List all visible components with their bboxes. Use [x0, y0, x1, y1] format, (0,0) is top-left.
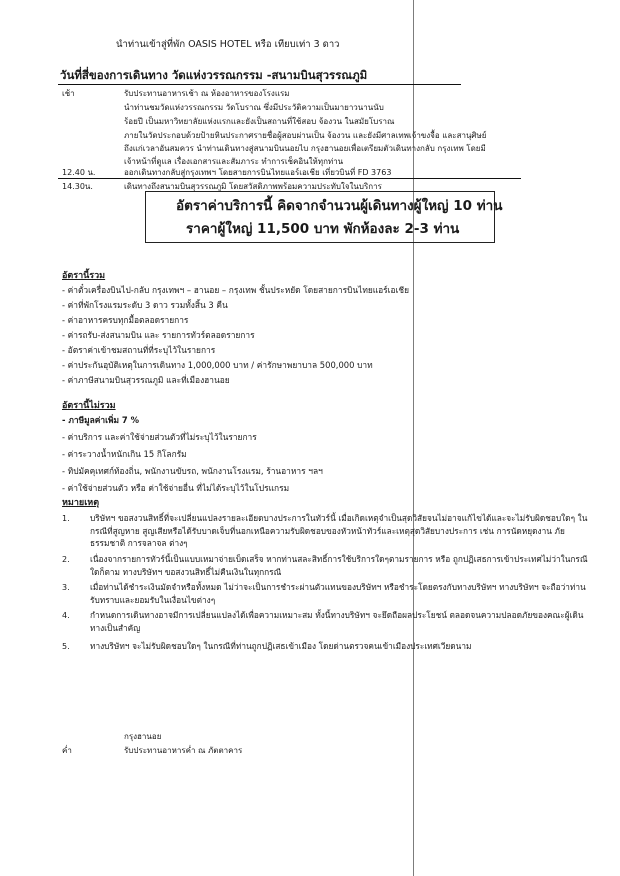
- row-time: 14.30น.: [62, 182, 93, 191]
- day-title-rule: [58, 84, 461, 85]
- remark-number: 5.: [62, 642, 70, 651]
- list-item: - ทิปมัคคุเทศก์ท้องถิ่น, พนักงานขับรถ, พนักงานโรงแรม, ร้านอาหาร ฯลฯ: [62, 466, 323, 476]
- list-item: - ค่าระวางน้ำหนักเกิน 15 กิโลกรัม: [62, 449, 187, 459]
- remark-number: 3.: [62, 583, 70, 592]
- excluded-title: อัตรานี้ไม่รวม: [62, 401, 116, 411]
- rate-line-1: อัตราค่าบริการนี้ คิดจากจำนวนผู้เดินทางผู้ใหญ่ 10 ท่าน: [176, 198, 503, 214]
- row-text: เดินทางถึงสนามบินสุวรรณภูมิ โดยสวัสดิภาพพร้อมความประทับใจในบริการ: [124, 182, 382, 191]
- list-item: - ค่าตั๋วเครื่องบินไป-กลับ กรุงเทพฯ – ฮานอย – กรุงเทพ ชั้นประหยัด โดยสายการบินไทยแอร์เอเชีย: [62, 285, 410, 295]
- list-item: - ค่าใช้จ่ายส่วนตัว หรือ ค่าใช้จ่ายอื่น ที่ไม่ได้ระบุไว้ในโปรแกรม: [62, 483, 290, 493]
- row-text: เจ้าหน้าที่ดูแล เรื่องเอกสารและสัมภาระ ทำการเช็คอินให้ทุกท่าน: [124, 157, 344, 166]
- footer-text: รับประทานอาหารค่ำ ณ ภัตตาคาร: [124, 746, 243, 755]
- footer-place: กรุงฮานอย: [124, 732, 162, 741]
- rate-line-2: ราคาผู้ใหญ่ 11,500 บาท พักห้องละ 2-3 ท่าน: [186, 221, 460, 237]
- remark-number: 2.: [62, 555, 70, 564]
- list-item: - อัตราค่าเข้าชมสถานที่ที่ระบุไว้ในรายการ: [62, 345, 216, 355]
- remark-text: เมื่อท่านได้ชำระเงินมัดจำหรือทั้งหมด ไม่ว่าจะเป็นการชำระผ่านตัวแทนของบริษัทฯ หรือชำระโดยตรงกับทางบริษัทฯ ทางบริษัทฯ จะถือว่าท่านรับทราบและยอมรับในเงื่อนไขต่างๆ: [90, 582, 586, 605]
- row-text: ร้อยปี เป็นมหาวิทยาลัยแห่งแรกและยังเป็นสถานที่ใช้สอบ จ้องวน ในสมัยโบราณ: [124, 117, 395, 126]
- included-title: อัตรานี้รวม: [62, 271, 106, 281]
- row-text: นำท่านชมวัดแห่งวรรณกรรม วัดโบราณ ซึ่งมีประวัติความเป็นมายาวนานนับ: [124, 103, 384, 112]
- section-rule: [58, 178, 521, 179]
- list-item: - ค่าประกันอุบัติเหตุในการเดินทาง 1,000,000 บาท / ค่ารักษาพยาบาล 500,000 บาท: [62, 360, 373, 370]
- footer-time: ค่ำ: [62, 746, 72, 755]
- remark-number: 1.: [62, 514, 70, 523]
- remarks-title: หมายเหตุ: [62, 498, 100, 508]
- list-item: - ค่าอาหารครบทุกมื้อตลอดรายการ: [62, 315, 189, 325]
- list-item: - ค่าที่พักโรงแรมระดับ 3 ดาว รวมทั้งสิ้น 3 คืน: [62, 300, 228, 310]
- row-time: 12.40 น.: [62, 168, 96, 177]
- row-time: เช้า: [62, 89, 75, 98]
- row-text: ภายในวัดประกอบด้วยป้ายหินประกาศรายชื่อผู้สอบผ่านเป็น จ้องวน และยังมีศาลเทพเจ้าขงจื้อ และสานุศิษย์: [124, 131, 487, 140]
- row-text: ถึงแก่เวลาอันสมควร นำท่านเดินทางสู่สนามบินนอยไบ กรุงฮานอยเพื่อเตรียมตัวเดินทางกลับ กรุงเทพ โดยมี: [124, 144, 486, 153]
- list-item: - ภาษีมูลค่าเพิ่ม 7 %: [62, 415, 140, 425]
- hotel-note: นำท่านเข้าสู่ที่พัก OASIS HOTEL หรือ เทียบเท่า 3 ดาว: [116, 39, 340, 50]
- remark-text: กำหนดการเดินทางอาจมีการเปลี่ยนแปลงได้เพื่อความเหมาะสม ทั้งนี้ทางบริษัทฯ จะยึดถือผลประโยชน์ ตลอดจนความปลอดภัยของคณะผู้เดินทางเป็นสำคัญ: [90, 610, 584, 633]
- remark-text: บริษัทฯ ขอสงวนสิทธิ์ที่จะเปลี่ยนแปลงรายละเอียดบางประการในทัวร์นี้ เมื่อเกิดเหตุจำเป็นสุดวิสัยจนไม่อาจแก้ไขได้และจะไม่รับผิดชอบใดๆ ในกรณีที่สูญหาย สูญเสียหรือได้รับบาดเจ็บที่นอกเหนือความรับผิดชอบของหัวหน้าทัวร์และเหตุสุดวิสัยบางประการ เช่น การนัดหยุดงาน ภัยธรรมชาติ การจลาจล ต่างๆ: [90, 513, 588, 548]
- row-text: ออกเดินทางกลับสู่กรุงเทพฯ โดยสายการบินไทยแอร์เอเชีย เที่ยวบินที่ FD 3763: [124, 168, 392, 177]
- list-item: - ค่ารถรับ-ส่งสนามบิน และ รายการทัวร์ตลอดรายการ: [62, 330, 255, 340]
- list-item: - ค่าบริการ และค่าใช้จ่ายส่วนตัวที่ไม่ระบุไว้ในรายการ: [62, 432, 257, 442]
- row-text: รับประทานอาหารเช้า ณ ห้องอาหารของโรงแรม: [124, 89, 290, 98]
- list-item: - ค่าภาษีสนามบินสุวรรณภูมิ และที่เมืองฮานอย: [62, 375, 230, 385]
- day-title: วันที่สี่ของการเดินทาง วัดแห่งวรรณกรรม -สนามบินสุวรรณภูมิ: [60, 68, 368, 82]
- remark-text: เนื่องจากรายการทัวร์นี้เป็นแบบเหมาจ่ายเบ็ดเสร็จ หากท่านสละสิทธิ์การใช้บริการใดๆตามรายการ หรือ ถูกปฏิเสธการเข้าประเทศไม่ว่าในกรณีใดก็ตาม ทางบริษัทฯ ขอสงวนสิทธิ์ไม่คืนเงินในทุกกรณี: [90, 554, 588, 577]
- remark-number: 4.: [62, 611, 70, 620]
- remark-text: ทางบริษัทฯ จะไม่รับผิดชอบใดๆ ในกรณีที่ท่านถูกปฏิเสธเข้าเมือง โดยด่านตรวจคนเข้าเมืองประเทศเวียดนาม: [90, 641, 472, 651]
